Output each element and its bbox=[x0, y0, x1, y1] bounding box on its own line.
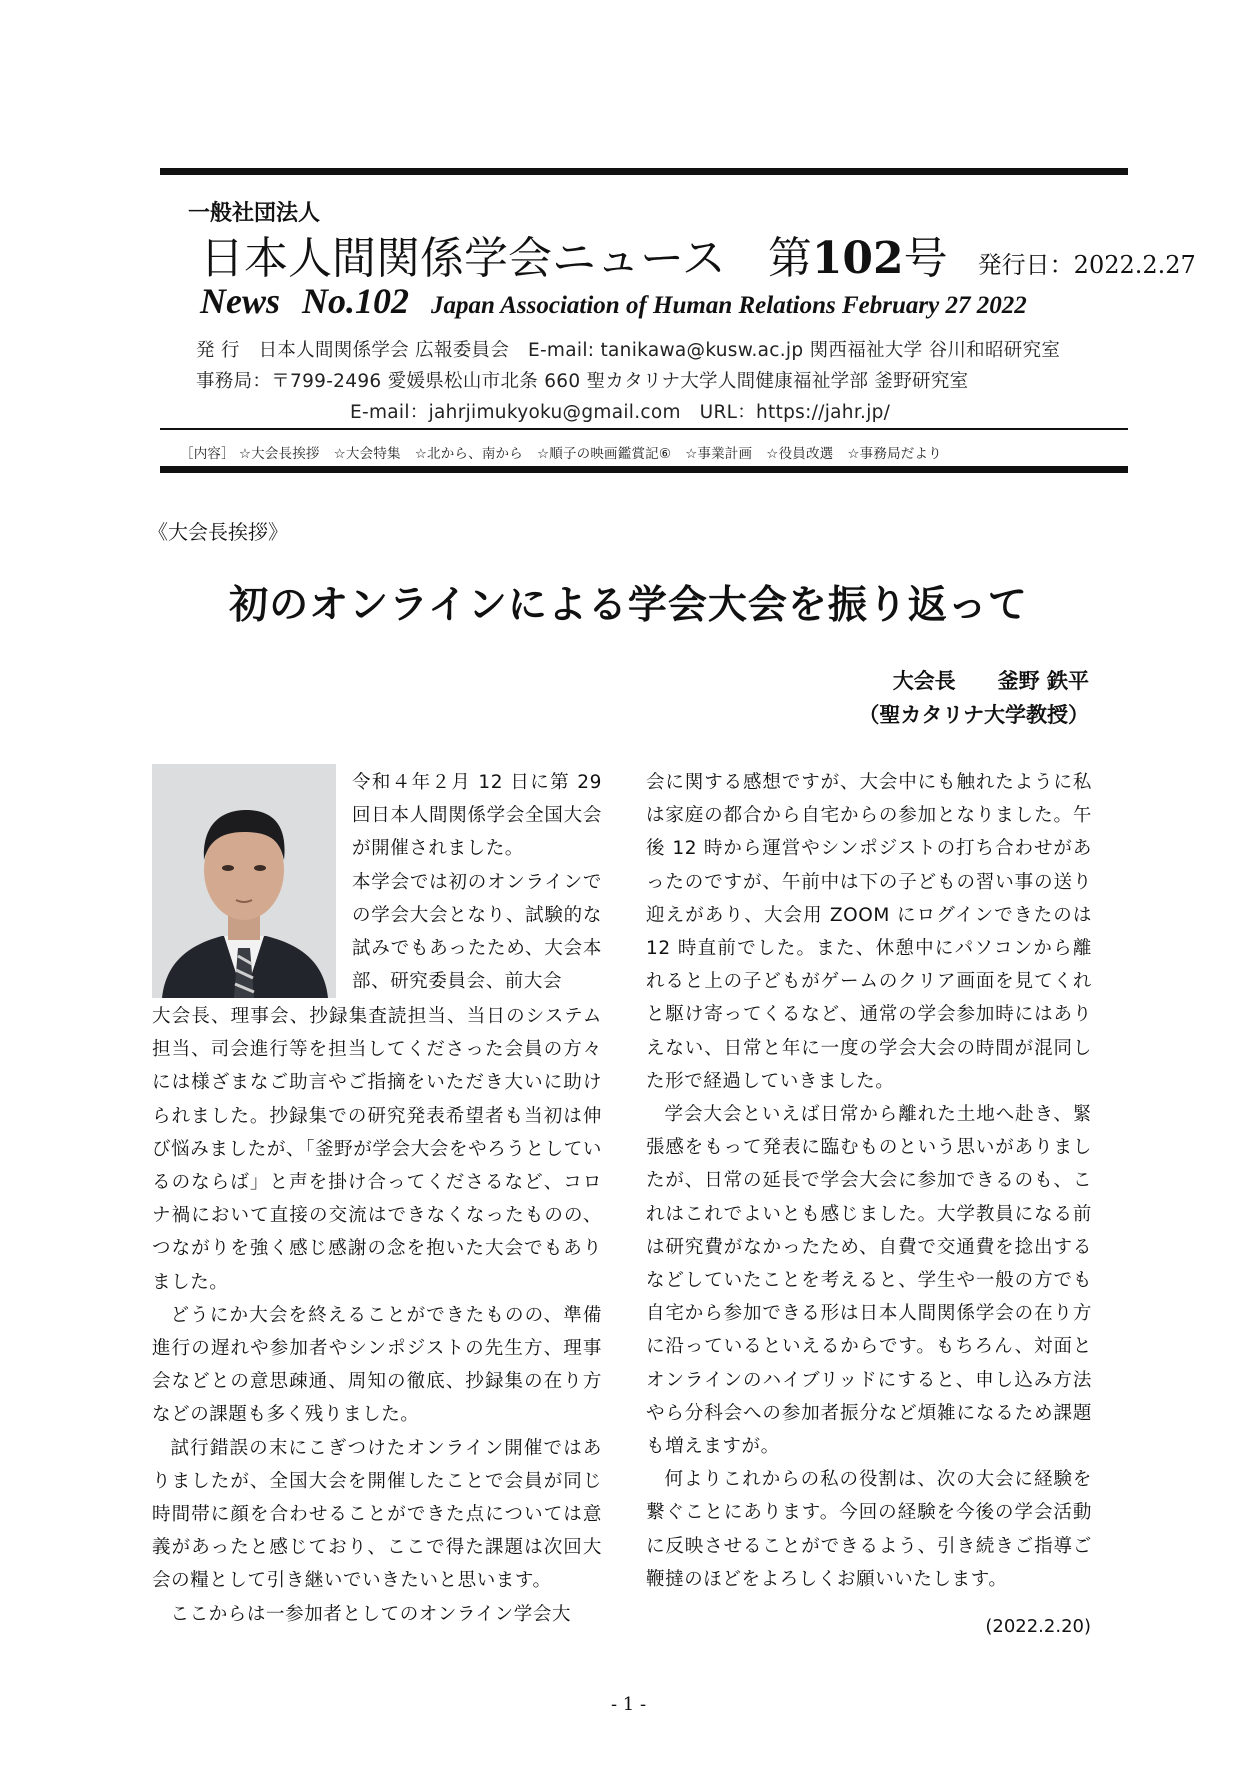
author-affiliation: （聖カタリナ大学教授） bbox=[858, 703, 1089, 727]
page-number: - 1 - bbox=[610, 1694, 647, 1715]
contact-line: E-mail：jahrjimukyoku@gmail.com URL：https://jahr.jp/ bbox=[350, 402, 891, 423]
column-1-paragraph-3: 試行錯誤の末にこぎつけたオンライン開催ではありましたが、全国大会を開催したことで会員が同じ時間帯に顔を合わせることができた点については意義があったと感じており、ここで得た課題は次回大会の糧として引き継いでいきたいと思います。 bbox=[152, 1437, 602, 1592]
contents-bar bbox=[180, 442, 956, 462]
column-2-paragraph-2: 学会大会といえば日常から離れた土地へ赴き、緊張感をもって発表に臨むものという思いがありましたが、日常の延長で学会大会に参加できるのも、これはこれでよいとも感じました。大学教員になる前は研究費がなかったため、自費で交通費を捻出するなどしていたことを考えると、学生や一般の方でも自宅から参加できる形は日本人間関係学会の在り方に沿っているといえるからです。もちろん、対面とオンラインのハイブリッドにすると、申し込み方法やら分科会への参加者振分など煩雑になるため課題も増えますが。 bbox=[646, 1104, 1092, 1458]
title-en-issue: No.102 bbox=[302, 281, 409, 321]
column-2-paragraph-1: 会に関する感想ですが、大会中にも触れたように私は家庭の都合から自宅からの参加となりました。午後 12 時から運営やシンポジストの打ち合わせがあったのですが、午前中は下の子どもの習い事の送り迎えがあり、大会用 ZOOM にログインできたのは 12 時直前でした。また、休憩中にパソコンから離れると上の子どもがゲームのクリア画面を見てくれと駆け寄ってくるなど、通常の学会参加時にはありえない、日常と年に一度の学会大会の時間が混同した形で経過していきました。 bbox=[646, 772, 1092, 1092]
column-1-side-text: 令和４年２月 12 日に第 29 回日本人間関係学会全国大会が開催されました。 本学会では初のオンラインでの学会大会となり、試験的な試みでもあったため、大会本部、研究委員会、前大会 bbox=[352, 772, 602, 993]
contents-item: ☆大会特集 bbox=[333, 446, 401, 462]
organization-type: 一般社団法人 bbox=[188, 200, 321, 226]
office-line: 事務局：〒799-2496 愛媛県松山市北条 660 聖カタリナ大学人間健康福祉学部 釜野研究室 bbox=[196, 371, 969, 392]
issue-suffix: 号 bbox=[903, 233, 948, 284]
top-rule bbox=[160, 168, 1128, 175]
column-2-paragraph-3: 何よりこれからの私の役割は、次の大会に経験を繋ぐことにあります。今回の経験を今後の学会活動に反映させることができるよう、引き続きご指導ご鞭撻のほどをよろしくお願いいたします。 bbox=[646, 1469, 1092, 1590]
title-jp-text: 日本人間関係学会ニュース bbox=[200, 233, 726, 284]
contents-label: ［内容］ bbox=[180, 446, 235, 462]
article-date: (2022.2.20) bbox=[985, 1616, 1091, 1637]
title-en-subtitle: Japan Association of Human Relations February 27 2022 bbox=[431, 292, 1027, 319]
contents-item: ☆北から、南から bbox=[414, 446, 523, 462]
issue-date: 発行日：2022.2.27 bbox=[977, 251, 1196, 279]
portrait-illustration bbox=[152, 764, 336, 998]
contents-item: ☆大会長挨拶 bbox=[238, 446, 320, 462]
author-photo bbox=[152, 764, 336, 998]
contents-item: ☆事業計画 bbox=[685, 446, 753, 462]
author-name: 大会長 釜野 鉄平 bbox=[892, 669, 1089, 693]
issue-prefix: 第 bbox=[767, 233, 812, 284]
contents-item: ☆役員改選 bbox=[766, 446, 834, 462]
publisher-line: 発 行 日本人間関係学会 広報委員会 E-mail: tanikawa@kusw.ac.jp 関西福祉大学 谷川和昭研究室 bbox=[196, 340, 1061, 361]
column-1-paragraph-1-cont: 大会長、理事会、抄録集査読担当、当日のシステム担当、司会進行等を担当してくださった会員の方々には様ざまなご助言やご指摘をいただき大いに助けられました。抄録集での研究発表希望者も当初は伸び悩みましたが、「釜野が学会大会をやろうとしているのならば」と声を掛け合ってくださるなど、コロナ禍において直接の交流はできなくなったものの、つながりを強く感じ感謝の念を抱いた大会でもありました。 bbox=[152, 1006, 602, 1293]
article-headline: 初のオンラインによる学会大会を振り返って bbox=[229, 582, 1028, 628]
contents-item: ☆順子の映画鑑賞記⑥ bbox=[536, 446, 672, 462]
newsletter-title-en bbox=[200, 280, 1027, 322]
column-1-paragraph-2: どうにか大会を終えることができたものの、準備進行の遅れや参加者やシンポジストの先生方、理事会などとの意思疎通、周知の徹底、抄録集の在り方などの課題も多く残りました。 bbox=[152, 1304, 602, 1426]
column-1-paragraph-4: ここからは一参加者としてのオンライン学会大 bbox=[170, 1603, 572, 1625]
section-label: 《大会長挨拶》 bbox=[148, 520, 288, 544]
column-2 bbox=[646, 766, 1092, 1596]
newsletter-title-jp bbox=[200, 222, 1196, 286]
byline bbox=[858, 664, 1089, 732]
contents-top-rule bbox=[160, 428, 1128, 430]
contents-item: ☆事務局だより bbox=[847, 446, 942, 462]
contents-bottom-rule bbox=[160, 466, 1128, 473]
column-1-main bbox=[152, 1000, 602, 1631]
issue-number: 102 bbox=[811, 233, 904, 284]
title-en-news: News bbox=[200, 281, 280, 321]
